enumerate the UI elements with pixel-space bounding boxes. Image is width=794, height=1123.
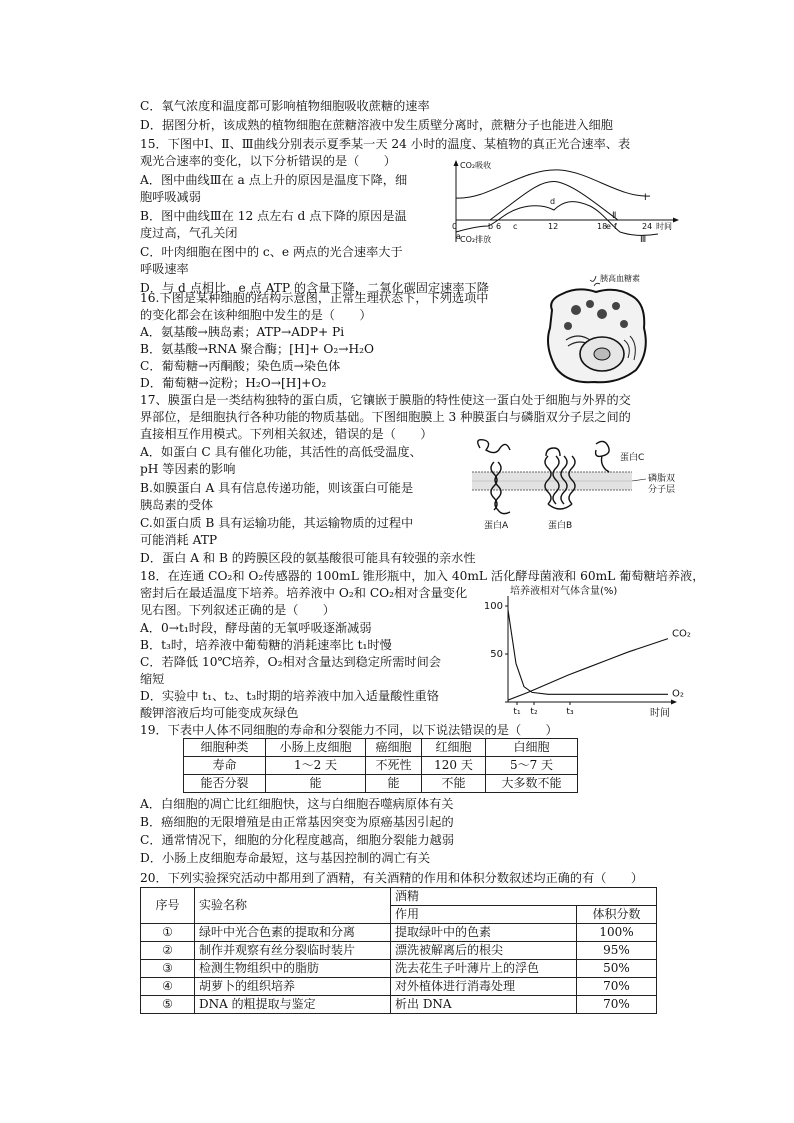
table-cell: 白细胞 [486, 739, 578, 757]
q18-stem-line2: 密封后在最适温度下培养。培养液中 O₂和 CO₂相对含量变化 [140, 586, 468, 600]
q15-fig-tick-12: 12 [548, 222, 559, 231]
q18-x-tick-label: t₁ [513, 707, 521, 717]
q15-curve-temperature [456, 170, 650, 198]
q15-stem-line2: 观光合速率的变化，以下分析错误的是（ ） [140, 154, 396, 168]
table-cell: 1～2 天 [266, 757, 366, 775]
q18-x-label: 时间 [650, 708, 670, 719]
table-header-use: 作用 [391, 906, 577, 924]
q15-option-b-line2: 度过高，气孔关闭 [140, 226, 238, 240]
q19-option-c: C．通常情况下，细胞的分化程度越高，细胞分裂能力越弱 [140, 833, 455, 847]
q15-fig-tick-18: 18 [597, 222, 608, 231]
table-cell: 制作并观察有丝分裂临时装片 [195, 942, 391, 960]
q15-option-c-line2: 呼吸速率 [140, 262, 189, 276]
table-cell: 绿叶中光合色素的提取和分离 [195, 924, 391, 942]
table-row [141, 960, 657, 978]
table-header-alcohol: 酒精 [391, 888, 657, 906]
q14-option-d: D．据图分析，该成熟的植物细胞在蔗糖溶液中发生质壁分离时，蔗糖分子也能进入细胞 [140, 118, 613, 132]
table-cell: 50% [577, 960, 657, 978]
q17-option-b-line1: B.如膜蛋白 A 具有信息传递功能，则该蛋白可能是 [140, 481, 414, 495]
q15-fig-tick-6: 6 [496, 222, 502, 231]
q15-option-a-line1: A．图中曲线Ⅲ在 a 点上升的原因是温度下降，细 [140, 173, 408, 187]
q16-option-c: C．葡萄糖→丙酮酸；染色质→染色体 [140, 359, 341, 373]
q15-curve-label-3: Ⅲ [640, 235, 647, 244]
q15-point-f: f [614, 222, 617, 231]
q15-figure [450, 158, 688, 244]
q16-stem-line1: 16.下图是某种细胞的结构示意图，正常生理状态下，下列选项中 [140, 291, 489, 305]
table-cell: 检测生物组织中的脂肪 [195, 960, 391, 978]
table-cell: ⑤ [141, 996, 195, 1014]
q19-stem: 19．下表中人体不同细胞的寿命和分裂能力不同，以下说法错误的是（ ） [140, 723, 558, 737]
q15-fig-xlabel: 时间 [656, 222, 672, 231]
q15-option-d: D．与 d 点相比，e 点 ATP 的含量下降，二氧化碳固定速率下降 [140, 281, 489, 295]
membrane-label-1: 磷脂双 [648, 474, 676, 484]
table-row [141, 924, 657, 942]
table-cell: 5～7 天 [486, 757, 578, 775]
table-cell: 95% [577, 942, 657, 960]
q17-option-b-line2: 胰岛素的受体 [140, 498, 214, 512]
table-cell: 对外植体进行消毒处理 [391, 978, 577, 996]
q16-cell-figure [538, 270, 658, 390]
q18-option-b: B．t₃时，培养液中葡萄糖的消耗速率比 t₁时慢 [140, 638, 392, 652]
q18-co2-line [508, 639, 668, 700]
q18-option-c-line1: C．若降低 10℃培养，O₂相对含量达到稳定所需时间会 [140, 655, 441, 669]
q18-y-tick-label: 50 [490, 649, 503, 660]
q18-stem-line3: 见右图。下列叙述正确的是（ ） [140, 603, 335, 617]
q16-stem-line2: 的变化都会在该种细胞中发生的是（ ） [140, 308, 372, 322]
q17-option-c-line2: 可能消耗 ATP [140, 533, 218, 547]
q17-membrane-figure [472, 434, 690, 532]
q17-stem-line2: 界部位，是细胞执行各种功能的物质基础。下图细胞膜上 3 种膜蛋白与磷脂双分子层之间的 [140, 410, 631, 424]
q15-point-e: e [606, 222, 611, 231]
q16-option-a: A．氨基酸→胰岛素；ATP→ADP+ Pi [140, 325, 345, 339]
q15-point-c: c [513, 222, 518, 231]
q15-fig-tick-24: 24 [642, 222, 653, 231]
q15-fig-origin: 0 [452, 222, 458, 231]
table-cell: 能否分裂 [184, 775, 266, 793]
q19-option-b: B．癌细胞的无限增殖是由正常基因突变为原癌基因引起的 [140, 815, 454, 829]
q15-curve-label-2: Ⅱ [612, 211, 617, 221]
table-cell: DNA 的粗提取与鉴定 [195, 996, 391, 1014]
q17-option-d: D．蛋白 A 和 B 的跨膜区段的氨基酸很可能具有较强的亲水性 [140, 551, 476, 565]
q18-chart-title: 培养液相对气体含量(%) [510, 586, 618, 597]
q20-stem: 20．下列实验探究活动中都用到了酒精，有关酒精的作用和体积分数叙述均正确的有（ ） [140, 871, 644, 885]
q17-option-a-line1: A．如蛋白 C 具有催化功能，其活性的高低受温度、 [140, 445, 422, 459]
q20-table [140, 887, 657, 1014]
table-cell: 不死性 [366, 757, 422, 775]
table-cell: ③ [141, 960, 195, 978]
q17-option-c-line1: C.如蛋白质 B 具有运输功能，其运输物质的过程中 [140, 516, 414, 530]
q19-option-a: A．白细胞的凋亡比红细胞快，这与白细胞吞噬病原体有关 [140, 797, 454, 811]
q17-stem-line1: 17、膜蛋白是一类结构独特的蛋白质，它镶嵌于膜脂的特性使这一蛋白处于细胞与外界的交 [140, 393, 631, 407]
q18-x-tick-label: t₃ [566, 707, 574, 717]
q18-option-d-line1: D．实验中 t₁、t₂、t₃时期的培养液中加入适量酸性重铬 [140, 689, 439, 703]
q15-fig-ylabel-top: CO₂吸收 [460, 161, 492, 170]
table-cell: ② [141, 942, 195, 960]
table-cell: 120 天 [422, 757, 486, 775]
q15-option-b-line1: B．图中曲线Ⅲ在 12 点左右 d 点下降的原因是温 [140, 209, 407, 223]
table-cell: 细胞种类 [184, 739, 266, 757]
table-cell: 漂洗被解离后的根尖 [391, 942, 577, 960]
table-header-conc: 体积分数 [577, 906, 657, 924]
q14-option-c: C．氧气浓度和温度都可影响植物细胞吸收蔗糖的速率 [140, 99, 430, 113]
q18-o2-line [508, 610, 668, 694]
table-row [141, 978, 657, 996]
q17-stem-line3: 直接相互作用模式。下列相关叙述，错误的是（ ） [140, 427, 433, 441]
table-header-name: 实验名称 [195, 888, 391, 924]
q15-fig-ylabel-bottom: CO₂排放 [460, 235, 492, 244]
q16-option-b: B．氨基酸→RNA 聚合酶；[H]+ O₂→H₂O [140, 342, 375, 356]
q18-option-d-line2: 酸钾溶液后均可能变成灰绿色 [140, 706, 299, 720]
q18-option-a: A．0→t₁时段，酵母菌的无氧呼吸逐渐减弱 [140, 621, 372, 635]
table-row [184, 775, 578, 793]
protein-c-label: 蛋白C [620, 453, 645, 463]
q15-option-a-line2: 胞呼吸减弱 [140, 190, 201, 204]
table-row [184, 739, 578, 757]
table-cell: 小肠上皮细胞 [266, 739, 366, 757]
table-row [184, 757, 578, 775]
table-cell: 红细胞 [422, 739, 486, 757]
membrane-label-2: 分子层 [648, 485, 676, 495]
q18-chart [478, 582, 698, 720]
table-cell: 癌细胞 [366, 739, 422, 757]
table-cell: ④ [141, 978, 195, 996]
q15-point-a: a [456, 232, 461, 241]
table-cell: 100% [577, 924, 657, 942]
table-cell: 析出 DNA [391, 996, 577, 1014]
table-cell: 不能 [422, 775, 486, 793]
table-cell: 提取绿叶中的色素 [391, 924, 577, 942]
table-cell: 洗去花生子叶薄片上的浮色 [391, 960, 577, 978]
table-row [141, 942, 657, 960]
q17-option-a-line2: pH 等因素的影响 [140, 462, 236, 476]
q19-table [183, 738, 578, 793]
q18-y-tick-label: 100 [483, 601, 503, 612]
q15-stem-line1: 15．下图中Ⅰ、Ⅱ、Ⅲ曲线分别表示夏季某一天 24 小时的温度、某植物的真正光合速率、表 [140, 137, 631, 151]
table-cell: 70% [577, 996, 657, 1014]
protein-c-shape [596, 441, 610, 472]
table-cell: ① [141, 924, 195, 942]
table-cell: 寿命 [184, 757, 266, 775]
protein-a-label: 蛋白A [484, 521, 509, 531]
q19-option-d: D．小肠上皮细胞寿命最短，这与基因控制的凋亡有关 [140, 851, 431, 865]
q15-curve-label-1: Ⅰ [644, 193, 647, 203]
table-header-no: 序号 [141, 888, 195, 924]
table-row [141, 888, 657, 906]
table-cell: 胡萝卜的组织培养 [195, 978, 391, 996]
protein-b-label: 蛋白B [548, 521, 573, 531]
q18-option-c-line2: 缩短 [140, 672, 165, 686]
table-cell: 大多数不能 [486, 775, 578, 793]
q18-co2-label: CO₂ [672, 628, 691, 640]
q15-point-d: d [550, 197, 556, 206]
table-cell: 能 [266, 775, 366, 793]
q15-point-b: b [488, 222, 494, 231]
table-row [141, 996, 657, 1014]
table-cell: 能 [366, 775, 422, 793]
q18-stem-line1: 18．在连通 CO₂和 O₂传感器的 100mL 锥形瓶中，加入 40mL 活化酵母菌液和 60mL 葡萄糖培养液， [140, 569, 705, 583]
q16-option-d: D．葡萄糖→淀粉；H₂O→[H]+O₂ [140, 376, 327, 390]
q18-o2-label: O₂ [672, 688, 684, 700]
table-cell: 70% [577, 978, 657, 996]
q18-x-tick-label: t₂ [530, 707, 538, 717]
q16-fig-label: 胰高血糖素 [600, 274, 640, 283]
q15-option-c-line1: C．叶肉细胞在图中的 c、e 两点的光合速率大于 [140, 245, 403, 259]
